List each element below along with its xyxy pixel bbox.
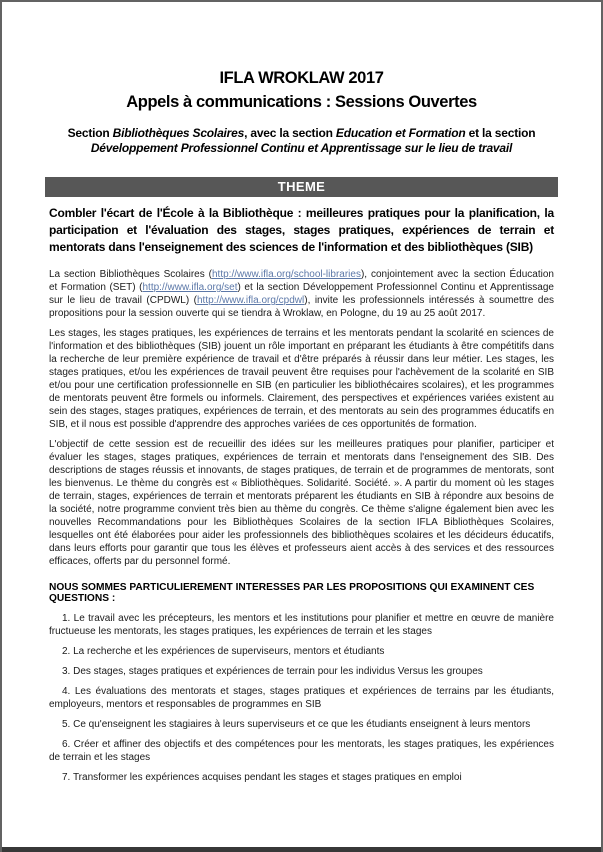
- question-item-4: 4. Les évaluations des mentorats et stages, stages pratiques et expériences de terrains par les étudiants, employeurs, mentors et responsables de programmes en SIB: [49, 686, 554, 710]
- intro-part-2: ), conjointement avec la section Éducation et Formation (SET) (: [49, 269, 554, 293]
- subtitle-section-education-training: Education et Formation: [335, 126, 466, 140]
- link-cpdwl[interactable]: http://www.ifla.org/cpdwl: [196, 295, 305, 306]
- theme-statement: Combler l'écart de l'École à la Bibliothèque : meilleures pratiques pour la planification, la participation et l'évaluation des stages, stages pratiques, expériences de terrain et mentorats dans l'enseignement des sciences de l'information et des bibliothèques (SIB): [49, 206, 554, 254]
- question-item-6: 6. Créer et affiner des objectifs et des compétences pour les mentorats, les stages pratiques, les expériences de terrain et les stages: [49, 739, 554, 763]
- subtitle-mid-2: et la section: [465, 126, 536, 140]
- section-subtitle: [49, 126, 554, 156]
- intro-part-3: ) et la section Développement Professionnel Continu et Apprentissage sur le lieu de travail (CPDWL) (: [49, 282, 554, 306]
- link-set[interactable]: http://www.ifla.org/set: [142, 282, 238, 293]
- conference-title: [49, 66, 554, 114]
- theme-banner: THEME: [45, 177, 558, 197]
- subtitle-mid-1: , avec la section: [244, 126, 336, 140]
- question-item-2: 2. La recherche et les expériences de superviseurs, mentors et étudiants: [62, 646, 385, 657]
- intro-paragraph: [49, 268, 554, 320]
- question-item-7: 7. Transformer les expériences acquises pendant les stages et stages pratiques en emploi: [62, 772, 462, 783]
- question-item-3: 3. Des stages, stages pratiques et expériences de terrain pour les individus Versus les groupes: [62, 666, 483, 677]
- questions-heading: NOUS SOMMES PARTICULIEREMENT INTERESSES PAR LES PROPOSITIONS QUI EXAMINENT CES QUESTIONS :: [49, 582, 535, 604]
- intro-part-1: La section Bibliothèques Scolaires (: [49, 269, 212, 280]
- page-content: [2, 66, 601, 784]
- context-paragraph: Les stages, les stages pratiques, les expériences de terrains et les mentorats pendant la scolarité en sciences de l'information et des bibliothèques (SIB) jouent un rôle important en préparant les étudiants à être compétitifs dans la recherche de leur première expérience de travail et d'être préparés à réussir dans leur métier. Les stages, les stages pratiques, et/ou les expériences de travail peuvent être requises pour l'achèvement de la scolarité en SIB et/ou pour une certification professionnelle en SIB (en particulier les bibliothécaires scolaires), et les programmes de mentorats peuvent être formels ou informels. Clairement, des perspectives et expériences variées existent au sein des stages, stages pratiques, expériences de terrain, et des mentorats au sein des programmes éducatifs en SIB, et il nous est possible d'apprendre des approches variées de ces opportunités de formation.: [49, 328, 554, 430]
- bottom-bar: [2, 847, 601, 852]
- link-school-libraries[interactable]: http://www.ifla.org/school-libraries: [212, 269, 361, 280]
- objective-paragraph: L'objectif de cette session est de recueillir des idées sur les meilleures pratiques pour planifier, participer et évaluer les stages, stages pratiques, expériences de terrain et mentorats dans l'enseignement des SIB. Des descriptions de stages réussis et innovants, de stages pratiques, de terrain et de programmes de mentorats, sont les bienvenus. Le thème du congrès est « Bibliothèques. Solidarité. Société. ». A partir du moment où les stages de terrain, stages, expériences de terrain et mentorats préparent les étudiants en SIB à répondre aux besoins de la société, notre programme convient très bien au thème du congrès. Ce thème s'aligne également bien avec les nouvelles Recommandations pour les Bibliothèques Scolaires de la section IFLA Bibliothèques Scolaires, lesquelles ont été élaborées pour aider les professionnels des bibliothèques scolaires et les décideurs éducatifs, dans leurs efforts pour garantir que tous les élèves et professeurs aient accès à des services et des ressources efficaces, offerts par du personnel formé.: [49, 439, 554, 567]
- title-line-2: Appels à communications : Sessions Ouvertes: [126, 93, 477, 111]
- intro-part-4: ), invite les professionnels intéressés à soumettre des propositions pour la session ouverte qui se tiendra à Wroklaw, en Pologne, du 19 au 25 août 2017.: [49, 295, 555, 319]
- subtitle-section-school-libraries: Bibliothèques Scolaires: [112, 126, 245, 140]
- title-line-1: IFLA WROKLAW 2017: [219, 69, 384, 87]
- question-item-5: 5. Ce qu'enseignent les stagiaires à leurs superviseurs et ce que les étudiants enseignent à leurs mentors: [62, 719, 531, 730]
- question-item-1: 1. Le travail avec les précepteurs, les mentors et les institutions pour planifier et mettre en œuvre de manière fructueuse les mentorats, les stages pratiques, les expériences de terrain et les stages: [49, 613, 554, 637]
- subtitle-section-cpdwl: Développement Professionnel Continu et Apprentissage sur le lieu de travail: [90, 141, 513, 155]
- subtitle-prefix: Section: [67, 126, 113, 140]
